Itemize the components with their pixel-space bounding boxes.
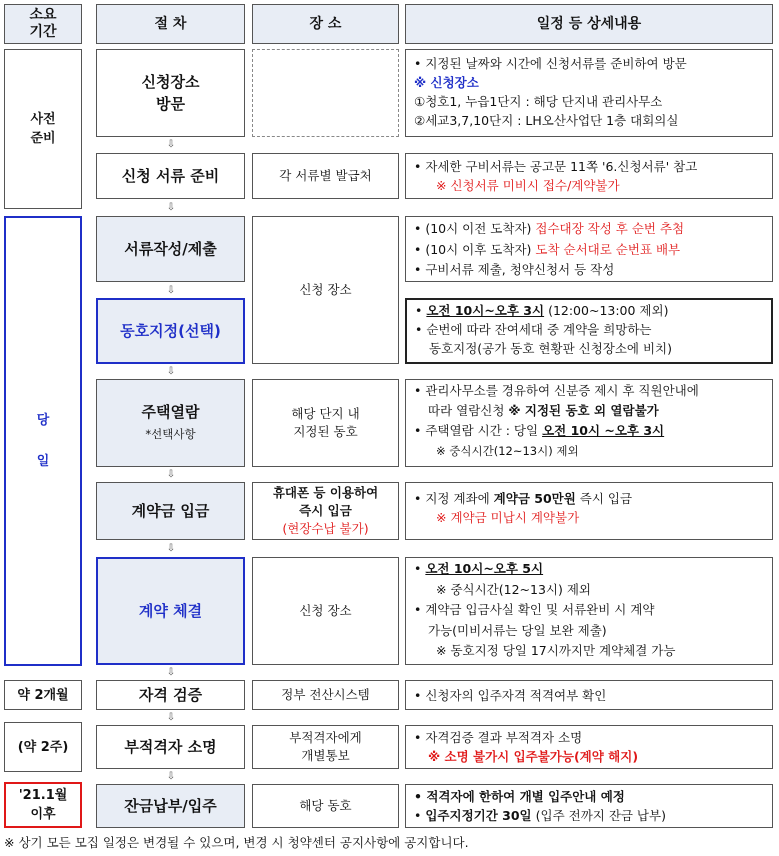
detail-line: • 계약금 입금사실 확인 및 서류완비 시 계약 (414, 602, 655, 617)
arrow-icon: ⇩ (166, 285, 176, 296)
place-balance: 해당 동호 (252, 784, 399, 828)
step-visit: 신청장소 방문 (96, 49, 245, 137)
step-view-label: 주택열람 (141, 403, 200, 421)
period-dayof-1: 당 (36, 413, 50, 428)
detail-line: • 구비서류 제출, 청약신청서 등 작성 (414, 262, 615, 277)
detail-line: ※ 소명 불가시 입주불가능(계약 해지) (428, 749, 639, 764)
detail-line: • 관리사무소를 경유하여 신분증 제시 후 직원안내에 (414, 383, 699, 398)
step-contract: 계약 체결 (96, 557, 245, 665)
detail-line: 동호지정(공가 동호 현황판 신청장소에 비치) (429, 341, 672, 356)
place-view-1: 해당 단지 내 (291, 406, 360, 421)
detail-line: • 적격자에 한하여 개별 입주안내 예정 (414, 789, 625, 804)
detail-view (405, 379, 773, 467)
place-deposit-1: 휴대폰 등 이용하여 (272, 485, 379, 500)
detail-line: • 자세한 구비서류는 공고문 11쪽 '6.신청서류' 참고 (414, 159, 698, 174)
detail-visit (405, 49, 773, 137)
step-balance: 잔금납부/입주 (96, 784, 245, 828)
place-notify-2: 개별통보 (301, 748, 350, 763)
detail-line: ①청호1, 누읍1단지 : 해당 단지내 관리사무소 (414, 94, 663, 109)
arrow-icon: ⇩ (166, 543, 176, 554)
period-dayof (4, 216, 82, 666)
detail-balance (405, 784, 773, 828)
detail-line: ②세교3,7,10단지 : LH오산사업단 1층 대회의실 (414, 113, 679, 128)
period-dayof-2: 일 (36, 454, 50, 469)
detail-line: ※ 계약금 미납시 계약불가 (436, 510, 580, 525)
detail-line: ※ 신청장소 (414, 75, 479, 90)
step-qualify: 자격 검증 (96, 680, 245, 710)
step-view (96, 379, 245, 467)
step-unit: 동호지정(선택) (96, 298, 245, 364)
arrow-icon: ⇩ (166, 366, 176, 377)
arrow-icon: ⇩ (166, 667, 176, 678)
detail-line: 따라 열람신청 ※ 지정된 동호 외 열람불가 (428, 403, 659, 418)
place-qualify: 정부 전산시스템 (252, 680, 399, 710)
detail-write (405, 216, 773, 282)
detail-line: • 오전 10시~오후 5시 (414, 561, 544, 576)
header-procedure: 절 차 (96, 4, 245, 44)
detail-qualify (405, 680, 773, 710)
header-place: 장 소 (252, 4, 399, 44)
place-docs: 각 서류별 발급처 (252, 153, 399, 199)
step-view-sub: *선택사항 (145, 427, 196, 441)
step-deposit: 계약금 입금 (96, 482, 245, 540)
footnote: ※ 상기 모든 모집 일정은 변경될 수 있으며, 변경 시 청약센터 공지사항에 공지합니다. (4, 835, 469, 850)
detail-line: • 입주지정기간 30일 (입주 전까지 잔금 납부) (414, 808, 666, 823)
header-period: 소요 기간 (4, 4, 82, 44)
detail-line: • 오전 10시~오후 3시 (12:00~13:00 제외) (415, 303, 669, 318)
detail-line: • 지정된 날짜와 시간에 신청서류를 준비하여 방문 (414, 56, 687, 71)
detail-contract (405, 557, 773, 665)
detail-line: ※ 중식시간(12~13시) 제외 (436, 581, 591, 597)
arrow-icon: ⇩ (166, 202, 176, 213)
header-detail: 일정 등 상세내용 (405, 4, 773, 44)
period-two-weeks: (약 2주) (4, 722, 82, 772)
place-deposit-3: (현장수납 불가) (282, 521, 369, 536)
arrow-icon: ⇩ (166, 469, 176, 480)
period-after-1: '21.1월 (18, 788, 68, 803)
place-visit-empty (252, 49, 399, 137)
detail-line: • 자격검증 결과 부적격자 소명 (414, 730, 583, 745)
detail-deposit (405, 482, 773, 540)
place-contract: 신청 장소 (252, 557, 399, 665)
place-notify (252, 725, 399, 769)
arrow-icon: ⇩ (166, 139, 176, 150)
detail-docs (405, 153, 773, 199)
detail-unit (405, 298, 773, 364)
place-view-2: 지정된 동호 (293, 424, 358, 439)
place-site: 신청 장소 (252, 216, 399, 364)
step-write: 서류작성/제출 (96, 216, 245, 282)
arrow-icon: ⇩ (166, 712, 176, 723)
place-deposit-2: 즉시 입금 (299, 503, 352, 518)
period-prep: 사전 준비 (4, 49, 82, 209)
period-after (4, 782, 82, 828)
place-deposit (252, 482, 399, 540)
detail-line: • (10시 이전 도착자) 접수대장 작성 후 순번 추첨 (414, 221, 685, 236)
detail-line: • (10시 이후 도착자) 도착 순서대로 순번표 배부 (414, 241, 681, 257)
place-notify-1: 부적격자에게 (289, 730, 362, 745)
detail-line: ※ 신청서류 미비시 접수/계약불가 (436, 178, 620, 193)
step-notify: 부적격자 소명 (96, 725, 245, 769)
detail-line: • 지정 계좌에 계약금 50만원 즉시 입금 (414, 491, 633, 506)
detail-notify (405, 725, 773, 769)
detail-line: • 순번에 따라 잔여세대 중 계약을 희망하는 (415, 322, 652, 337)
detail-line: • 주택열람 시간 : 당일 오전 10시 ~오후 3시 (414, 423, 665, 438)
period-after-2: 이후 (30, 807, 56, 822)
detail-line: ※ 중식시간(12~13시) 제외 (436, 444, 579, 458)
period-two-months: 약 2개월 (4, 680, 82, 710)
detail-line: ※ 동호지정 당일 17시까지만 계약체결 가능 (436, 643, 676, 658)
detail-line: • 신청자의 입주자격 적격여부 확인 (414, 688, 607, 703)
step-docs: 신청 서류 준비 (96, 153, 245, 199)
detail-line: 가능(미비서류는 당일 보완 제출) (428, 622, 607, 638)
arrow-icon: ⇩ (166, 771, 176, 782)
place-view (252, 379, 399, 467)
